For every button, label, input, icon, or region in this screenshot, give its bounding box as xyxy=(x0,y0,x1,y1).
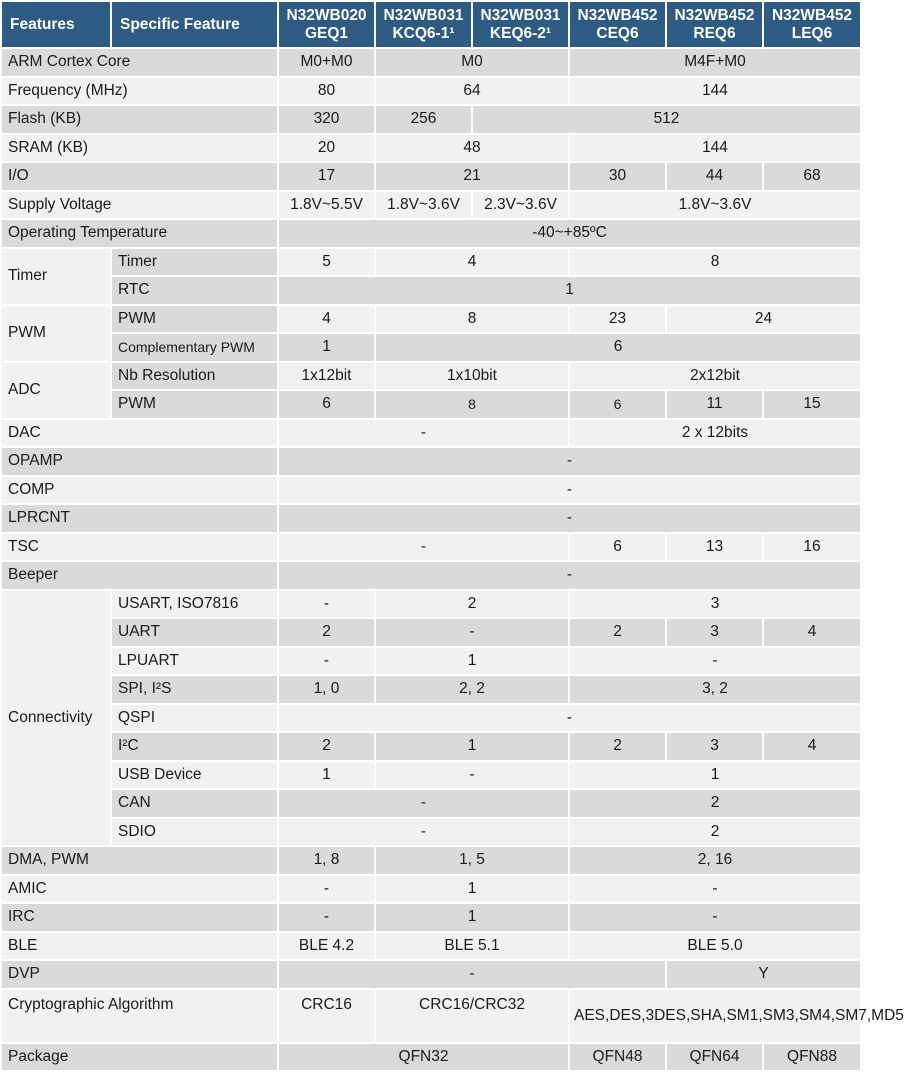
row-supply-voltage xyxy=(2,192,860,219)
row-label: DMA, PWM xyxy=(2,847,277,874)
row-label: UART xyxy=(112,619,277,646)
row-package xyxy=(2,1044,860,1071)
cell: 20 xyxy=(279,135,374,162)
row-irc xyxy=(2,904,860,931)
cell: BLE 5.1 xyxy=(376,933,568,960)
row-ble xyxy=(2,933,860,960)
row-usb-device xyxy=(2,762,860,789)
row-beeper xyxy=(2,562,860,589)
row-io xyxy=(2,163,860,190)
cell: 15 xyxy=(764,391,860,418)
row-frequency xyxy=(2,78,860,105)
row-label: COMP xyxy=(2,477,277,504)
cell: 21 xyxy=(376,163,568,190)
cell: 1.8V~3.6V xyxy=(570,192,860,219)
cell: M4F+M0 xyxy=(570,49,860,76)
cell: CRC16 xyxy=(279,990,374,1042)
group-label: PWM xyxy=(2,306,110,361)
cell: Y xyxy=(667,961,860,988)
row-qspi xyxy=(2,705,860,732)
cell: 1.8V~5.5V xyxy=(279,192,374,219)
cell: CRC16/CRC32 xyxy=(376,990,568,1042)
row-label: PWM xyxy=(112,306,277,333)
cell: 4 xyxy=(764,619,860,646)
cell: - xyxy=(279,705,860,732)
row-label: Beeper xyxy=(2,562,277,589)
row-sram xyxy=(2,135,860,162)
cell: 1 xyxy=(279,334,374,361)
cell: M0+M0 xyxy=(279,49,374,76)
cell: 2 xyxy=(570,819,860,846)
row-tsc xyxy=(2,534,860,561)
row-timer xyxy=(2,249,860,276)
row-label: SPI, I²S xyxy=(112,676,277,703)
header-row xyxy=(2,2,860,47)
header-n32wb452-req6: N32WB452 REQ6 xyxy=(667,2,762,47)
row-opamp xyxy=(2,448,860,475)
cell: 2 xyxy=(570,619,665,646)
row-label: USB Device xyxy=(112,762,277,789)
cell: 48 xyxy=(376,135,568,162)
cell: 1.8V~3.6V xyxy=(376,192,471,219)
row-label: TSC xyxy=(2,534,277,561)
row-spi-i2s xyxy=(2,676,860,703)
cell: - xyxy=(279,448,860,475)
cell: 6 xyxy=(376,334,860,361)
row-label: SRAM (KB) xyxy=(2,135,277,162)
cell: 3 xyxy=(667,733,762,760)
row-i2c xyxy=(2,733,860,760)
cell: 1 xyxy=(376,733,568,760)
row-arm-cortex-core xyxy=(2,49,860,76)
cell: M0 xyxy=(376,49,568,76)
cell: BLE 4.2 xyxy=(279,933,374,960)
header-n32wb452-ceq6: N32WB452 CEQ6 xyxy=(570,2,665,47)
cell: - xyxy=(279,562,860,589)
cell: 1, 0 xyxy=(279,676,374,703)
cell: 1x10bit xyxy=(376,363,568,390)
cell: 5 xyxy=(279,249,374,276)
row-label: Flash (KB) xyxy=(2,106,277,133)
row-adc-resolution xyxy=(2,363,860,390)
row-complementary-pwm xyxy=(2,334,860,361)
cell: 2.3V~3.6V xyxy=(473,192,568,219)
cell: 2 x 12bits xyxy=(570,420,860,447)
header-n32wb452-leq6: N32WB452 LEQ6 xyxy=(764,2,860,47)
header-n32wb020-geq1: N32WB020 GEQ1 xyxy=(279,2,374,47)
row-label: AMIC xyxy=(2,876,277,903)
row-label: Nb Resolution xyxy=(112,363,277,390)
cell: 256 xyxy=(376,106,471,133)
row-label: Package xyxy=(2,1044,277,1071)
header-specific-feature: Specific Feature xyxy=(112,2,277,47)
cell: - xyxy=(376,762,568,789)
cell: 2 xyxy=(279,619,374,646)
row-label: I²C xyxy=(112,733,277,760)
cell: 2x12bit xyxy=(570,363,860,390)
cell: 1 xyxy=(279,277,860,304)
row-label: ARM Cortex Core xyxy=(2,49,277,76)
row-adc-pwm xyxy=(2,391,860,418)
cell: - xyxy=(279,904,374,931)
cell: 1 xyxy=(570,762,860,789)
cell: 4 xyxy=(764,733,860,760)
row-dma-pwm xyxy=(2,847,860,874)
row-label: QSPI xyxy=(112,705,277,732)
row-label: SDIO xyxy=(112,819,277,846)
cell: - xyxy=(279,648,374,675)
row-label: I/O xyxy=(2,163,277,190)
row-label: LPUART xyxy=(112,648,277,675)
row-amic xyxy=(2,876,860,903)
group-label: Timer xyxy=(2,249,110,304)
cell: QFN48 xyxy=(570,1044,665,1071)
row-label: PWM xyxy=(112,391,277,418)
cell: 1, 5 xyxy=(376,847,568,874)
row-operating-temperature xyxy=(2,220,860,247)
row-rtc xyxy=(2,277,860,304)
cell: QFN88 xyxy=(764,1044,860,1071)
row-label: Cryptographic Algorithm xyxy=(2,990,277,1042)
row-label: IRC xyxy=(2,904,277,931)
row-label: DAC xyxy=(2,420,277,447)
cell: QFN32 xyxy=(279,1044,568,1071)
row-lpuart xyxy=(2,648,860,675)
cell: - xyxy=(279,961,665,988)
cell: - xyxy=(279,790,568,817)
cell: - xyxy=(279,876,374,903)
header-features: Features xyxy=(2,2,110,47)
row-label: Timer xyxy=(112,249,277,276)
cell: AES,DES,3DES,SHA,SM1,SM3,SM4,SM7,MD5 xyxy=(570,990,860,1042)
group-label: ADC xyxy=(2,363,110,418)
cell: 2 xyxy=(376,591,568,618)
cell: - xyxy=(570,904,860,931)
cell: -40~+85ºC xyxy=(279,220,860,247)
cell: 2 xyxy=(279,733,374,760)
cell: 6 xyxy=(570,391,665,418)
cell: BLE 5.0 xyxy=(570,933,860,960)
row-label: BLE xyxy=(2,933,277,960)
cell: 320 xyxy=(279,106,374,133)
cell: 6 xyxy=(570,534,665,561)
cell: 1 xyxy=(376,876,568,903)
row-label: Operating Temperature xyxy=(2,220,277,247)
cell: 1x12bit xyxy=(279,363,374,390)
cell: 4 xyxy=(376,249,568,276)
cell: 512 xyxy=(473,106,860,133)
cell: - xyxy=(279,534,568,561)
cell: 4 xyxy=(279,306,374,333)
row-cryptographic-algorithm xyxy=(2,990,860,1042)
cell: - xyxy=(376,619,568,646)
cell: 6 xyxy=(279,391,374,418)
cell: 1 xyxy=(376,648,568,675)
cell: - xyxy=(570,648,860,675)
cell: 2, 16 xyxy=(570,847,860,874)
cell: 23 xyxy=(570,306,665,333)
row-dvp xyxy=(2,961,860,988)
cell: 1 xyxy=(376,904,568,931)
cell: 64 xyxy=(376,78,568,105)
cell: 11 xyxy=(667,391,762,418)
row-label: OPAMP xyxy=(2,448,277,475)
row-label: Frequency (MHz) xyxy=(2,78,277,105)
cell: 8 xyxy=(376,391,568,418)
row-uart xyxy=(2,619,860,646)
cell: 2 xyxy=(570,790,860,817)
group-label: Connectivity xyxy=(2,591,110,846)
cell: 1, 8 xyxy=(279,847,374,874)
cell: 24 xyxy=(667,306,860,333)
header-n32wb031-kcq6: N32WB031 KCQ6-1¹ xyxy=(376,2,471,47)
cell: 2 xyxy=(570,733,665,760)
cell: 30 xyxy=(570,163,665,190)
cell: 8 xyxy=(376,306,568,333)
row-label: DVP xyxy=(2,961,277,988)
cell: 2, 2 xyxy=(376,676,568,703)
cell: 1 xyxy=(279,762,374,789)
cell: - xyxy=(279,477,860,504)
row-pwm xyxy=(2,306,860,333)
row-lprcnt xyxy=(2,505,860,532)
cell: 80 xyxy=(279,78,374,105)
row-label: CAN xyxy=(112,790,277,817)
row-can xyxy=(2,790,860,817)
row-label: USART, ISO7816 xyxy=(112,591,277,618)
cell: - xyxy=(570,876,860,903)
cell: 144 xyxy=(570,78,860,105)
row-label: Complementary PWM xyxy=(112,334,277,361)
row-label: Supply Voltage xyxy=(2,192,277,219)
cell: 44 xyxy=(667,163,762,190)
cell: QFN64 xyxy=(667,1044,762,1071)
cell: - xyxy=(279,591,374,618)
row-sdio xyxy=(2,819,860,846)
cell: 68 xyxy=(764,163,860,190)
cell: 144 xyxy=(570,135,860,162)
cell: 3 xyxy=(667,619,762,646)
cell: 16 xyxy=(764,534,860,561)
row-dac xyxy=(2,420,860,447)
row-comp xyxy=(2,477,860,504)
row-flash xyxy=(2,106,860,133)
cell: 8 xyxy=(570,249,860,276)
row-label: LPRCNT xyxy=(2,505,277,532)
cell: 13 xyxy=(667,534,762,561)
cell: - xyxy=(279,819,568,846)
cell: - xyxy=(279,420,568,447)
cell: 3 xyxy=(570,591,860,618)
header-n32wb031-keq6: N32WB031 KEQ6-2¹ xyxy=(473,2,568,47)
cell: - xyxy=(279,505,860,532)
row-label: RTC xyxy=(112,277,277,304)
cell: 17 xyxy=(279,163,374,190)
cell: 3, 2 xyxy=(570,676,860,703)
row-usart xyxy=(2,591,860,618)
